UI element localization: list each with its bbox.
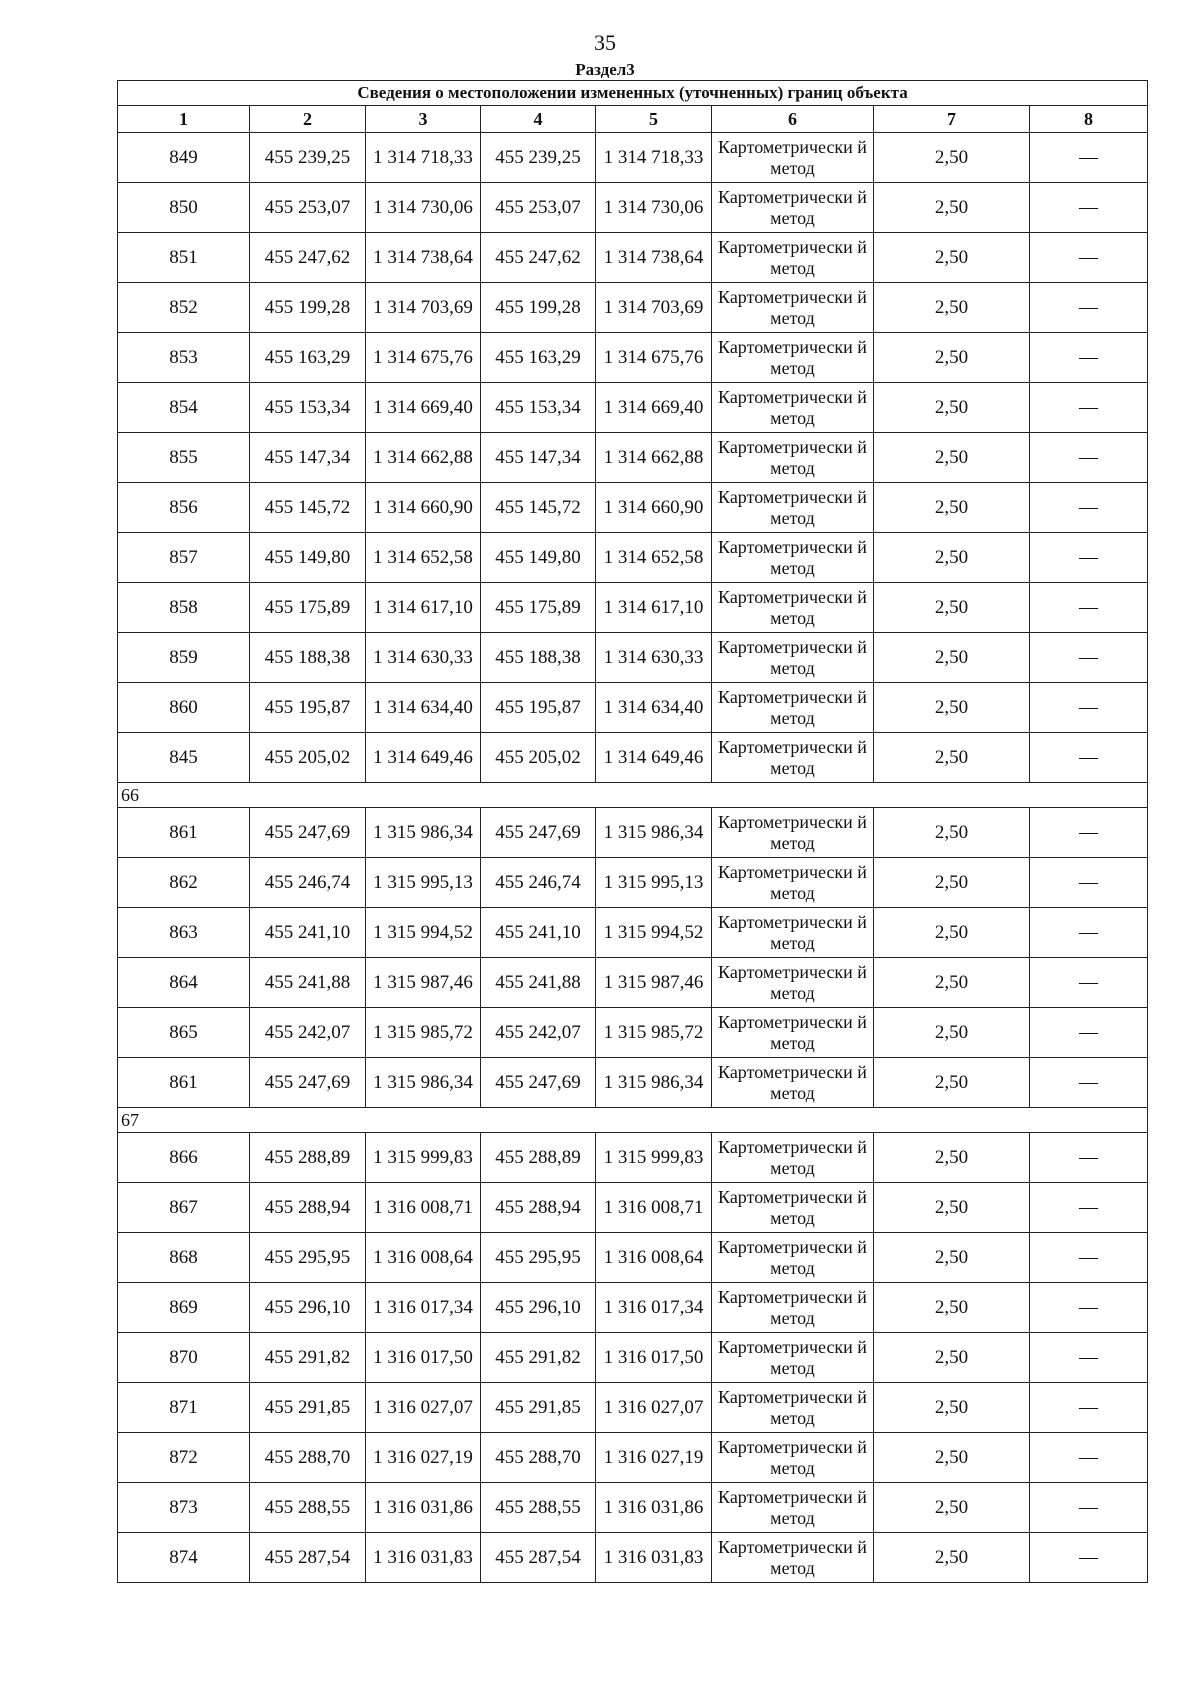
table-cell: 455 246,74 — [250, 858, 366, 908]
table-cell: 867 — [118, 1183, 250, 1233]
table-cell: 1 314 649,46 — [596, 733, 712, 783]
table-row — [118, 1133, 1148, 1183]
table-cell: 455 288,89 — [250, 1133, 366, 1183]
table-cell: 1 316 031,83 — [596, 1533, 712, 1583]
column-number: 4 — [481, 106, 596, 133]
table-cell: 455 296,10 — [250, 1283, 366, 1333]
table-cell: 1 316 017,34 — [596, 1283, 712, 1333]
table-cell: 2,50 — [874, 808, 1030, 858]
table-cell: 455 239,25 — [481, 133, 596, 183]
table-cell: 2,50 — [874, 858, 1030, 908]
table-cell: 2,50 — [874, 958, 1030, 1008]
table-title: Сведения о местоположении измененных (уточненных) границ объекта — [118, 81, 1148, 106]
table-cell: — — [1030, 1433, 1148, 1483]
table-cell: 455 247,69 — [481, 1058, 596, 1108]
table-cell: 1 314 630,33 — [596, 633, 712, 683]
table-cell: 2,50 — [874, 1433, 1030, 1483]
table-cell: 1 316 031,83 — [366, 1533, 481, 1583]
table-cell: 2,50 — [874, 233, 1030, 283]
table-cell: 862 — [118, 858, 250, 908]
table-cell: 2,50 — [874, 1383, 1030, 1433]
table-cell: 873 — [118, 1483, 250, 1533]
table-cell: 455 153,34 — [250, 383, 366, 433]
table-cell: — — [1030, 633, 1148, 683]
table-row — [118, 808, 1148, 858]
table-row — [118, 1183, 1148, 1233]
table-row — [118, 1233, 1148, 1283]
table-cell: 455 153,34 — [481, 383, 596, 433]
table-cell: Картометрически й метод — [712, 1433, 874, 1483]
table-row — [118, 858, 1148, 908]
table-cell: 455 147,34 — [481, 433, 596, 483]
table-cell: 455 195,87 — [481, 683, 596, 733]
table-cell: 455 195,87 — [250, 683, 366, 733]
table-cell: 1 314 730,06 — [366, 183, 481, 233]
table-cell: 2,50 — [874, 633, 1030, 683]
table-cell: 849 — [118, 133, 250, 183]
table-cell: Картометрически й метод — [712, 1233, 874, 1283]
table-cell: 853 — [118, 333, 250, 383]
table-cell: 455 175,89 — [481, 583, 596, 633]
table-cell: — — [1030, 958, 1148, 1008]
table-cell: 1 314 634,40 — [596, 683, 712, 733]
table-cell: 854 — [118, 383, 250, 433]
table-cell: 455 291,85 — [481, 1383, 596, 1433]
table-row — [118, 433, 1148, 483]
table-cell: 1 315 987,46 — [366, 958, 481, 1008]
table-cell: 455 288,89 — [481, 1133, 596, 1183]
table-cell: 455 239,25 — [250, 133, 366, 183]
table-cell: 1 314 738,64 — [596, 233, 712, 283]
table-cell: 2,50 — [874, 1233, 1030, 1283]
table-cell: 2,50 — [874, 583, 1030, 633]
table-cell: 455 188,38 — [250, 633, 366, 683]
table-cell: 2,50 — [874, 1483, 1030, 1533]
table-cell: 455 288,70 — [481, 1433, 596, 1483]
table-cell: 455 253,07 — [250, 183, 366, 233]
table-cell: 864 — [118, 958, 250, 1008]
table-cell: Картометрически й метод — [712, 333, 874, 383]
table-cell: 1 314 649,46 — [366, 733, 481, 783]
table-cell: 1 314 617,10 — [596, 583, 712, 633]
table-cell: 455 241,88 — [481, 958, 596, 1008]
table-cell: Картометрически й метод — [712, 808, 874, 858]
table-cell: — — [1030, 433, 1148, 483]
table-cell: — — [1030, 1383, 1148, 1433]
table-cell: 1 314 652,58 — [366, 533, 481, 583]
table-cell: 1 315 986,34 — [596, 1058, 712, 1108]
table-cell: 1 314 718,33 — [596, 133, 712, 183]
table-cell: 455 247,62 — [481, 233, 596, 283]
table-cell: 1 316 017,50 — [596, 1333, 712, 1383]
table-cell: 1 316 027,07 — [596, 1383, 712, 1433]
table-cell: Картометрически й метод — [712, 958, 874, 1008]
table-cell: 1 315 999,83 — [596, 1133, 712, 1183]
table-cell: 1 314 675,76 — [596, 333, 712, 383]
table-cell: 455 247,69 — [250, 1058, 366, 1108]
table-cell: Картометрически й метод — [712, 233, 874, 283]
table-cell: 2,50 — [874, 1333, 1030, 1383]
table-body — [118, 133, 1148, 1583]
table-cell: 852 — [118, 283, 250, 333]
table-cell: — — [1030, 858, 1148, 908]
table-cell: 455 242,07 — [250, 1008, 366, 1058]
table-cell: — — [1030, 808, 1148, 858]
table-cell: 455 163,29 — [250, 333, 366, 383]
table-cell: 850 — [118, 183, 250, 233]
column-number: 5 — [596, 106, 712, 133]
table-cell: 455 291,82 — [250, 1333, 366, 1383]
table-cell: — — [1030, 733, 1148, 783]
table-cell: 455 241,10 — [250, 908, 366, 958]
table-cell: 1 315 986,34 — [366, 808, 481, 858]
table-cell: 455 287,54 — [250, 1533, 366, 1583]
table-cell: 455 247,69 — [250, 808, 366, 858]
table-cell: Картометрически й метод — [712, 1333, 874, 1383]
table-cell: 1 314 669,40 — [366, 383, 481, 433]
group-label: 67 — [118, 1108, 1148, 1133]
table-cell: 2,50 — [874, 683, 1030, 733]
table-row — [118, 1533, 1148, 1583]
table-cell: 2,50 — [874, 1058, 1030, 1108]
table-cell: 1 316 017,50 — [366, 1333, 481, 1383]
table-cell: — — [1030, 383, 1148, 433]
table-cell: 865 — [118, 1008, 250, 1058]
table-cell: 858 — [118, 583, 250, 633]
table-cell: 1 314 662,88 — [366, 433, 481, 483]
table-cell: 455 247,62 — [250, 233, 366, 283]
table-cell: 869 — [118, 1283, 250, 1333]
table-cell: 1 315 995,13 — [366, 858, 481, 908]
table-cell: Картометрически й метод — [712, 1133, 874, 1183]
table-cell: 861 — [118, 1058, 250, 1108]
column-number: 2 — [250, 106, 366, 133]
table-cell: 2,50 — [874, 1008, 1030, 1058]
table-cell: 2,50 — [874, 533, 1030, 583]
group-label-row — [118, 1108, 1148, 1133]
group-label-row — [118, 783, 1148, 808]
table-cell: 851 — [118, 233, 250, 283]
section-title: Раздел3 — [575, 60, 635, 79]
table-row — [118, 1383, 1148, 1433]
table-cell: — — [1030, 1533, 1148, 1583]
table-row — [118, 283, 1148, 333]
table-cell: 455 205,02 — [481, 733, 596, 783]
table-cell: — — [1030, 133, 1148, 183]
table-cell: 455 163,29 — [481, 333, 596, 383]
table-cell: 2,50 — [874, 1533, 1030, 1583]
table-cell: 455 288,55 — [481, 1483, 596, 1533]
table-cell: 2,50 — [874, 383, 1030, 433]
table-cell: 1 314 730,06 — [596, 183, 712, 233]
table-cell: Картометрически й метод — [712, 483, 874, 533]
table-cell: Картометрически й метод — [712, 433, 874, 483]
table-cell: 2,50 — [874, 133, 1030, 183]
table-cell: 1 315 985,72 — [596, 1008, 712, 1058]
table-cell: 1 316 027,07 — [366, 1383, 481, 1433]
table-row — [118, 683, 1148, 733]
table-cell: 856 — [118, 483, 250, 533]
table-cell: 1 314 669,40 — [596, 383, 712, 433]
table-cell: Картометрически й метод — [712, 1483, 874, 1533]
table-cell: 2,50 — [874, 733, 1030, 783]
table-cell: — — [1030, 1333, 1148, 1383]
table-cell: 1 314 738,64 — [366, 233, 481, 283]
table-cell: 455 205,02 — [250, 733, 366, 783]
table-cell: Картометрически й метод — [712, 1283, 874, 1333]
table-title-row — [118, 81, 1148, 106]
table-cell: — — [1030, 333, 1148, 383]
table-cell: 1 315 995,13 — [596, 858, 712, 908]
table-cell: 1 316 017,34 — [366, 1283, 481, 1333]
table-cell: 455 296,10 — [481, 1283, 596, 1333]
table-row — [118, 908, 1148, 958]
table-cell: 1 316 027,19 — [596, 1433, 712, 1483]
table-cell: 455 291,82 — [481, 1333, 596, 1383]
table-cell: 859 — [118, 633, 250, 683]
table-cell: 1 314 718,33 — [366, 133, 481, 183]
table-cell: 1 316 008,64 — [366, 1233, 481, 1283]
table-cell: Картометрически й метод — [712, 583, 874, 633]
table-cell: — — [1030, 1133, 1148, 1183]
table-cell: 868 — [118, 1233, 250, 1283]
table-cell: Картометрически й метод — [712, 858, 874, 908]
table-row — [118, 958, 1148, 1008]
table-cell: 455 199,28 — [250, 283, 366, 333]
table-cell: 845 — [118, 733, 250, 783]
table-cell: 455 241,10 — [481, 908, 596, 958]
table-cell: — — [1030, 283, 1148, 333]
page-number: 35 — [594, 30, 616, 55]
table-cell: 863 — [118, 908, 250, 958]
table-cell: 455 253,07 — [481, 183, 596, 233]
table-cell: 1 314 660,90 — [366, 483, 481, 533]
table-cell: 1 314 652,58 — [596, 533, 712, 583]
group-label: 66 — [118, 783, 1148, 808]
table-cell: Картометрически й метод — [712, 1008, 874, 1058]
table-cell: — — [1030, 1483, 1148, 1533]
table-row — [118, 583, 1148, 633]
table-cell: — — [1030, 1058, 1148, 1108]
table-cell: 455 288,55 — [250, 1483, 366, 1533]
table-cell: — — [1030, 583, 1148, 633]
table-cell: Картометрически й метод — [712, 683, 874, 733]
column-number: 3 — [366, 106, 481, 133]
table-cell: 455 147,34 — [250, 433, 366, 483]
table-cell: Картометрически й метод — [712, 733, 874, 783]
table-cell: 1 316 008,64 — [596, 1233, 712, 1283]
table-cell: 455 242,07 — [481, 1008, 596, 1058]
table-row — [118, 1333, 1148, 1383]
table-cell: 2,50 — [874, 283, 1030, 333]
table-cell: 1 315 994,52 — [596, 908, 712, 958]
table-cell: 455 288,94 — [250, 1183, 366, 1233]
table-cell: 866 — [118, 1133, 250, 1183]
table-cell: 1 314 660,90 — [596, 483, 712, 533]
table-cell: — — [1030, 1183, 1148, 1233]
table-cell: 455 145,72 — [481, 483, 596, 533]
table-row — [118, 333, 1148, 383]
table-cell: 455 149,80 — [481, 533, 596, 583]
column-number: 8 — [1030, 106, 1148, 133]
table-row — [118, 1483, 1148, 1533]
table-cell: 870 — [118, 1333, 250, 1383]
table-cell: 455 175,89 — [250, 583, 366, 633]
table-cell: 872 — [118, 1433, 250, 1483]
table-cell: Картометрически й метод — [712, 1533, 874, 1583]
table-cell: 1 314 617,10 — [366, 583, 481, 633]
table-cell: 455 199,28 — [481, 283, 596, 333]
table-cell: 1 316 031,86 — [366, 1483, 481, 1533]
table-cell: 1 315 985,72 — [366, 1008, 481, 1058]
table-cell: 1 314 703,69 — [596, 283, 712, 333]
table-cell: 455 149,80 — [250, 533, 366, 583]
table-cell: 455 246,74 — [481, 858, 596, 908]
column-number: 7 — [874, 106, 1030, 133]
table-cell: 1 316 031,86 — [596, 1483, 712, 1533]
table-cell: 2,50 — [874, 1183, 1030, 1233]
table-cell: 855 — [118, 433, 250, 483]
table-cell: 2,50 — [874, 433, 1030, 483]
table-row — [118, 1008, 1148, 1058]
table-cell: Картометрически й метод — [712, 133, 874, 183]
table-row — [118, 483, 1148, 533]
table-cell: Картометрически й метод — [712, 183, 874, 233]
table-cell: Картометрически й метод — [712, 1383, 874, 1433]
table-cell: 455 145,72 — [250, 483, 366, 533]
column-number-row — [118, 106, 1148, 133]
table-cell: 455 295,95 — [481, 1233, 596, 1283]
table-cell: 455 291,85 — [250, 1383, 366, 1433]
table-cell: 1 314 675,76 — [366, 333, 481, 383]
table-cell: — — [1030, 183, 1148, 233]
table-cell: 2,50 — [874, 183, 1030, 233]
table-cell: 871 — [118, 1383, 250, 1433]
table-cell: 1 315 987,46 — [596, 958, 712, 1008]
table-cell: 860 — [118, 683, 250, 733]
table-cell: 455 287,54 — [481, 1533, 596, 1583]
table-cell: 857 — [118, 533, 250, 583]
table-row — [118, 133, 1148, 183]
column-number: 6 — [712, 106, 874, 133]
table-cell: 1 314 634,40 — [366, 683, 481, 733]
table-cell: — — [1030, 483, 1148, 533]
column-number: 1 — [118, 106, 250, 133]
table-cell: Картометрически й метод — [712, 633, 874, 683]
table-row — [118, 1283, 1148, 1333]
table-cell: — — [1030, 533, 1148, 583]
table-cell: Картометрически й метод — [712, 1183, 874, 1233]
table-cell: 455 295,95 — [250, 1233, 366, 1283]
table-row — [118, 1433, 1148, 1483]
table-row — [118, 533, 1148, 583]
table-cell: 455 288,94 — [481, 1183, 596, 1233]
table-cell: 1 316 008,71 — [366, 1183, 481, 1233]
table-row — [118, 733, 1148, 783]
table-cell: — — [1030, 1008, 1148, 1058]
table-cell: 1 314 703,69 — [366, 283, 481, 333]
table-row — [118, 633, 1148, 683]
table-cell: Картометрически й метод — [712, 383, 874, 433]
table-cell: 861 — [118, 808, 250, 858]
table-cell: 2,50 — [874, 908, 1030, 958]
table-cell: 2,50 — [874, 483, 1030, 533]
table-cell: Картометрически й метод — [712, 283, 874, 333]
table-cell: 455 247,69 — [481, 808, 596, 858]
table-cell: — — [1030, 1233, 1148, 1283]
table-cell: Картометрически й метод — [712, 1058, 874, 1108]
table-cell: 2,50 — [874, 1133, 1030, 1183]
table-cell: 1 315 986,34 — [596, 808, 712, 858]
table-cell: 455 288,70 — [250, 1433, 366, 1483]
table-cell: 2,50 — [874, 333, 1030, 383]
table-cell: 1 316 008,71 — [596, 1183, 712, 1233]
table-row — [118, 183, 1148, 233]
table-cell: — — [1030, 233, 1148, 283]
table-cell: Картометрически й метод — [712, 908, 874, 958]
table-cell: 2,50 — [874, 1283, 1030, 1333]
table-cell: — — [1030, 1283, 1148, 1333]
table-cell: 1 315 986,34 — [366, 1058, 481, 1108]
table-cell: 1 314 662,88 — [596, 433, 712, 483]
table-cell: 455 188,38 — [481, 633, 596, 683]
table-row — [118, 233, 1148, 283]
table-cell: — — [1030, 908, 1148, 958]
table-cell: Картометрически й метод — [712, 533, 874, 583]
table-cell: 1 315 994,52 — [366, 908, 481, 958]
table-cell: 1 314 630,33 — [366, 633, 481, 683]
table-cell: — — [1030, 683, 1148, 733]
table-cell: 874 — [118, 1533, 250, 1583]
table-row — [118, 1058, 1148, 1108]
table-cell: 455 241,88 — [250, 958, 366, 1008]
boundary-coordinates-table — [117, 80, 1148, 1583]
table-row — [118, 383, 1148, 433]
table-cell: 1 315 999,83 — [366, 1133, 481, 1183]
table-cell: 1 316 027,19 — [366, 1433, 481, 1483]
